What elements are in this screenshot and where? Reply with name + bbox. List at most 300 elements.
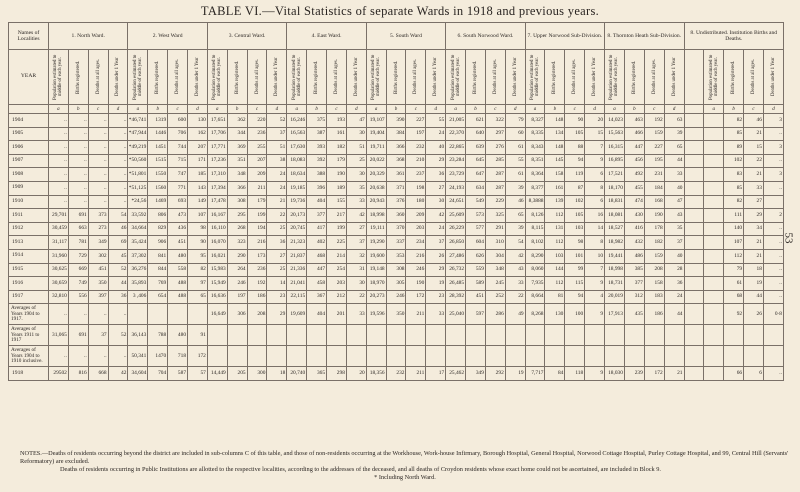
table-cell: 17,478: [207, 195, 227, 209]
table-row: [9, 222, 784, 236]
table-cell: 103: [565, 222, 585, 236]
subcolumn-label: Births registered.: [75, 60, 81, 94]
table-cell: [684, 141, 704, 155]
table-cell: 46: [744, 114, 764, 128]
table-cell: 371: [386, 181, 406, 195]
table-cell: [605, 346, 625, 367]
table-cell: 8: [585, 181, 605, 195]
table-cell: 29: [267, 304, 287, 325]
table-cell: [565, 346, 585, 367]
table-cell: 22: [744, 154, 764, 168]
row-year: 1905: [9, 127, 49, 141]
subcolumn-label: Births registered.: [314, 60, 320, 94]
table-cell: 20,943: [366, 195, 386, 209]
table-cell: 90: [565, 114, 585, 128]
table-cell: 216: [406, 249, 426, 263]
table-cell: 217: [327, 209, 347, 223]
subcolumn-header: [406, 50, 426, 105]
row-year: Averages of Years 1911 to 1917: [9, 325, 49, 346]
table-cell: [704, 346, 724, 367]
table-row: [9, 277, 784, 291]
table-cell: 669: [68, 263, 88, 277]
table-cell: [704, 304, 724, 325]
table-cell: [684, 154, 704, 168]
table-cell: [704, 195, 724, 209]
table-cell: [704, 222, 724, 236]
table-cell: 182: [644, 236, 664, 250]
table-cell: 42: [505, 249, 525, 263]
subcolumn-label: Births registered.: [472, 60, 478, 94]
letter-cell: [684, 105, 704, 114]
table-cell: [505, 325, 525, 346]
subcolumn-label: Deaths at all ages.: [95, 59, 101, 95]
table-cell: [684, 168, 704, 182]
table-cell: 1550: [148, 168, 168, 182]
letter-cell: d: [188, 105, 208, 114]
ward-header: 6. South Norwood Ward.: [446, 23, 525, 50]
table-cell: 2: [763, 209, 783, 223]
table-cell: 179: [327, 154, 347, 168]
table-cell: 95: [188, 249, 208, 263]
table-cell: 8,060: [525, 263, 545, 277]
letter-cell: d: [585, 105, 605, 114]
table-cell: 366: [386, 141, 406, 155]
table-cell: 237: [406, 168, 426, 182]
table-cell: 365: [307, 367, 327, 381]
table-cell: 14,449: [207, 367, 227, 381]
table-cell: 290: [227, 249, 247, 263]
table-cell: [406, 325, 426, 346]
subcolumn-label: Deaths at all ages.: [750, 59, 756, 95]
table-cell: 195: [644, 154, 664, 168]
table-cell: 19,609: [287, 304, 307, 325]
table-cell: 207: [247, 154, 267, 168]
table-cell: 43: [505, 263, 525, 277]
table-cell: ..: [763, 222, 783, 236]
table-cell: 26: [426, 249, 446, 263]
ward-header: 2. West Ward: [128, 23, 207, 50]
table-cell: 61: [505, 168, 525, 182]
subcolumn-header: [207, 50, 227, 105]
letter-cell: d: [664, 105, 684, 114]
table-cell: 8,268: [525, 304, 545, 325]
table-cell: 17: [426, 367, 446, 381]
row-year: 1904: [9, 114, 49, 128]
table-cell: ..: [68, 346, 88, 367]
table-cell: ..: [49, 127, 69, 141]
table-cell: *46,741: [128, 114, 148, 128]
table-cell: 179: [247, 195, 267, 209]
table-cell: [704, 236, 724, 250]
table-cell: 65: [505, 209, 525, 223]
table-cell: 22,865: [446, 141, 466, 155]
table-cell: 348: [485, 263, 505, 277]
table-cell: 376: [386, 195, 406, 209]
table-cell: 8,115: [525, 222, 545, 236]
table-cell: 35: [664, 222, 684, 236]
table-cell: 20,329: [366, 168, 386, 182]
table-cell: 69: [108, 236, 128, 250]
table-cell: 668: [88, 367, 108, 381]
table-cell: 30: [346, 277, 366, 291]
table-cell: 16,110: [207, 222, 227, 236]
table-cell: [644, 346, 664, 367]
table-cell: 573: [466, 209, 486, 223]
table-cell: *24,56: [128, 195, 148, 209]
table-cell: [704, 127, 724, 141]
subcolumn-header: [704, 50, 724, 105]
table-cell: 19,111: [366, 222, 386, 236]
table-cell: [684, 367, 704, 381]
table-cell: [644, 325, 664, 346]
table-cell: 18,970: [366, 277, 386, 291]
table-cell: 19: [744, 277, 764, 291]
table-cell: 8: [585, 236, 605, 250]
table-cell: 558: [168, 263, 188, 277]
table-cell: 99: [565, 263, 585, 277]
table-cell: 30,659: [49, 277, 69, 291]
table-cell: 36: [108, 290, 128, 304]
notes: [20, 450, 790, 481]
table-cell: ..: [108, 304, 128, 325]
header-row-subcolumns: [9, 50, 784, 105]
table-cell: 654: [148, 290, 168, 304]
table-cell: 17,521: [605, 168, 625, 182]
row-year: 1906: [9, 141, 49, 155]
table-cell: 16,070: [207, 236, 227, 250]
table-cell: 18,356: [366, 367, 386, 381]
table-cell: 236: [247, 263, 267, 277]
table-cell: 447: [307, 263, 327, 277]
table-cell: 79: [505, 114, 525, 128]
table-cell: 308: [386, 263, 406, 277]
table-cell: [684, 127, 704, 141]
subcolumn-header: [128, 50, 148, 105]
subcolumn-header: [346, 50, 366, 105]
ward-header: 3. Central Ward.: [207, 23, 286, 50]
table-cell: 105: [565, 209, 585, 223]
table-cell: 186: [247, 290, 267, 304]
table-cell: 432: [624, 236, 644, 250]
table-cell: 220: [247, 114, 267, 128]
table-cell: 194: [247, 222, 267, 236]
table-cell: 587: [168, 367, 188, 381]
table-cell: 30: [426, 195, 446, 209]
table-cell: ..: [49, 141, 69, 155]
table-cell: 18,634: [287, 168, 307, 182]
table-cell: [366, 325, 386, 346]
table-cell: [744, 346, 764, 367]
table-cell: 15,949: [207, 277, 227, 291]
subcolumn-label: Births registered.: [731, 60, 737, 94]
table-cell: 33: [744, 181, 764, 195]
table-cell: 16: [585, 209, 605, 223]
table-cell: [763, 325, 783, 346]
table-cell: 44: [664, 154, 684, 168]
table-cell: 27,486: [446, 249, 466, 263]
table-cell: 158: [545, 168, 565, 182]
letter-cell: a: [605, 105, 625, 114]
subcolumn-header: [108, 50, 128, 105]
subcolumn-label: Deaths at all ages.: [651, 59, 657, 95]
table-cell: ..: [88, 195, 108, 209]
subcolumn-header: [446, 50, 466, 105]
table-cell: [763, 195, 783, 209]
table-cell: 729: [68, 249, 88, 263]
table-cell: 597: [466, 304, 486, 325]
table-cell: ..: [49, 114, 69, 128]
table-cell: 337: [386, 236, 406, 250]
table-cell: ..: [68, 181, 88, 195]
subcolumn-header: [763, 50, 783, 105]
table-cell: 182: [327, 141, 347, 155]
letter-cell: b: [307, 105, 327, 114]
table-cell: 297: [485, 127, 505, 141]
table-cell: 6: [585, 195, 605, 209]
row-year: 1908: [9, 168, 49, 182]
table-cell: [227, 325, 247, 346]
table-cell: 715: [168, 154, 188, 168]
table-cell: [684, 346, 704, 367]
table-cell: 21,837: [287, 249, 307, 263]
table-cell: 463: [624, 114, 644, 128]
table-cell: 18,081: [605, 209, 625, 223]
table-cell: 8,327: [525, 114, 545, 128]
table-cell: 36,276: [128, 263, 148, 277]
table-cell: ..: [108, 346, 128, 367]
table-cell: 112: [724, 249, 744, 263]
table-cell: 488: [168, 290, 188, 304]
table-cell: 691: [68, 209, 88, 223]
table-cell: 84: [545, 367, 565, 381]
table-cell: [684, 263, 704, 277]
table-cell: 45: [108, 249, 128, 263]
table-cell: 61: [505, 141, 525, 155]
table-cell: 559: [466, 263, 486, 277]
table-cell: ..: [88, 127, 108, 141]
table-cell: [545, 325, 565, 346]
table-cell: 81: [545, 290, 565, 304]
letter-cell: a: [287, 105, 307, 114]
subcolumn-header: [466, 50, 486, 105]
table-cell: 107: [188, 209, 208, 223]
row-year: 1910: [9, 195, 49, 209]
table-cell: 38: [267, 154, 287, 168]
table-cell: 35: [346, 181, 366, 195]
table-cell: 47: [346, 114, 366, 128]
table-cell: [366, 346, 386, 367]
table-cell: 18,731: [605, 277, 625, 291]
table-cell: 68: [724, 290, 744, 304]
letter-cell: b: [545, 105, 565, 114]
table-cell: 39: [664, 127, 684, 141]
table-cell: [207, 325, 227, 346]
subcolumn-header: [188, 50, 208, 105]
subcolumn-label: Deaths under 1 Year: [433, 57, 439, 97]
header-row-letters: [9, 105, 784, 114]
subcolumn-header: [148, 50, 168, 105]
table-cell: 24: [426, 222, 446, 236]
table-cell: [247, 346, 267, 367]
table-cell: 390: [386, 114, 406, 128]
table-cell: 436: [168, 222, 188, 236]
table-cell: 19,404: [366, 127, 386, 141]
table-cell: 180: [406, 195, 426, 209]
table-cell: [585, 346, 605, 367]
table-cell: 31,960: [49, 249, 69, 263]
table-cell: 203: [327, 277, 347, 291]
table-cell: 455: [624, 181, 644, 195]
table-cell: 397: [88, 290, 108, 304]
table-cell: 604: [466, 236, 486, 250]
subcolumn-header: [624, 50, 644, 105]
table-cell: 27: [744, 195, 764, 209]
table-cell: [684, 277, 704, 291]
table-cell: 17,394: [207, 181, 227, 195]
table-cell: [148, 304, 168, 325]
table-cell: 17,706: [207, 127, 227, 141]
table-cell: 22: [505, 290, 525, 304]
table-cell: ..: [763, 236, 783, 250]
table-cell: 252: [485, 290, 505, 304]
table-cell: [505, 346, 525, 367]
table-cell: 32,810: [49, 290, 69, 304]
table-cell: 198: [406, 181, 426, 195]
subcolumn-label: Population estimated to middle of each year.: [291, 54, 302, 100]
table-cell: 349: [88, 236, 108, 250]
table-cell: 788: [148, 325, 168, 346]
table-cell: 232: [406, 141, 426, 155]
table-cell: 29: [744, 209, 764, 223]
subcolumn-label: Deaths at all ages.: [572, 59, 578, 95]
table-cell: 88: [565, 141, 585, 155]
table-cell: 231: [644, 168, 664, 182]
table-cell: 42: [426, 209, 446, 223]
table-cell: 1446: [148, 127, 168, 141]
table-cell: 640: [466, 127, 486, 141]
table-cell: 21: [744, 249, 764, 263]
table-cell: [704, 141, 724, 155]
table-row: [9, 127, 784, 141]
table-cell: 18,982: [605, 236, 625, 250]
table-cell: 264: [227, 263, 247, 277]
table-cell: 27: [346, 222, 366, 236]
table-cell: 173: [247, 249, 267, 263]
table-cell: 22: [346, 290, 366, 304]
table-cell: 26: [744, 304, 764, 325]
table-cell: 3: [763, 141, 783, 155]
row-year: 1915: [9, 263, 49, 277]
table-cell: 139: [545, 195, 565, 209]
table-cell: 26,485: [446, 277, 466, 291]
table-cell: 841: [148, 249, 168, 263]
table-cell: 8,364: [525, 168, 545, 182]
table-cell: 159: [644, 249, 664, 263]
ward-header: 4. East Ward.: [287, 23, 366, 50]
table-cell: ..: [49, 346, 69, 367]
subcolumn-label: Births registered.: [155, 60, 161, 94]
table-cell: 37: [664, 236, 684, 250]
table-cell: ..: [763, 181, 783, 195]
table-cell: 22,115: [287, 290, 307, 304]
table-cell: 112: [545, 236, 565, 250]
table-cell: 30: [346, 168, 366, 182]
subcolumn-header: [505, 50, 525, 105]
table-cell: 130: [188, 114, 208, 128]
table-cell: 55: [426, 114, 446, 128]
table-cell: [704, 367, 724, 381]
table-cell: 25: [346, 154, 366, 168]
subcolumn-header: [68, 50, 88, 105]
table-cell: 158: [644, 277, 664, 291]
subcolumn-label: Deaths under 1 Year: [592, 57, 598, 97]
table-cell: 350: [88, 277, 108, 291]
table-row: [9, 154, 784, 168]
table-cell: 447: [624, 141, 644, 155]
table-cell: 31,065: [49, 325, 69, 346]
table-cell: 210: [406, 154, 426, 168]
table-cell: ..: [763, 290, 783, 304]
table-cell: 9: [585, 154, 605, 168]
table-cell: 37: [426, 236, 446, 250]
table-cell: 21,041: [287, 277, 307, 291]
table-cell: [307, 346, 327, 367]
table-cell: 29: [426, 263, 446, 277]
table-cell: 14,023: [605, 114, 625, 128]
subcolumn-header: [386, 50, 406, 105]
table-cell: [684, 209, 704, 223]
subcolumn-header: [287, 50, 307, 105]
table-cell: 172: [406, 290, 426, 304]
table-cell: [684, 304, 704, 325]
table-cell: [267, 325, 287, 346]
table-cell: 16,649: [207, 304, 227, 325]
table-cell: [605, 325, 625, 346]
table-cell: 549: [466, 195, 486, 209]
table-cell: 25,040: [446, 304, 466, 325]
table-cell: 292: [485, 367, 505, 381]
table-cell: 30,459: [49, 222, 69, 236]
table-cell: 1515: [148, 154, 168, 168]
table-cell: 239: [624, 367, 644, 381]
table-cell: 92: [724, 304, 744, 325]
table-cell: 15,983: [207, 263, 227, 277]
table-cell: 344: [227, 127, 247, 141]
table-cell: 144: [545, 263, 565, 277]
table-row: [9, 181, 784, 195]
table-cell: 806: [148, 209, 168, 223]
table-cell: 21: [744, 236, 764, 250]
table-cell: [545, 346, 565, 367]
table-cell: 98: [188, 222, 208, 236]
table-cell: [247, 325, 267, 346]
table-cell: 306: [227, 304, 247, 325]
table-cell: 19,600: [366, 249, 386, 263]
row-year: 1907: [9, 154, 49, 168]
letter-cell: a: [446, 105, 466, 114]
table-cell: [466, 346, 486, 367]
table-cell: 172: [644, 367, 664, 381]
table-cell: 33: [664, 168, 684, 182]
table-cell: [446, 325, 466, 346]
table-cell: [664, 325, 684, 346]
table-row: [9, 195, 784, 209]
table-cell: 16,315: [605, 141, 625, 155]
table-cell: 8,290: [525, 249, 545, 263]
table-cell: 227: [406, 114, 426, 128]
subcolumn-label: Population estimated to middle of each year.: [708, 54, 719, 100]
table-cell: 14: [585, 222, 605, 236]
